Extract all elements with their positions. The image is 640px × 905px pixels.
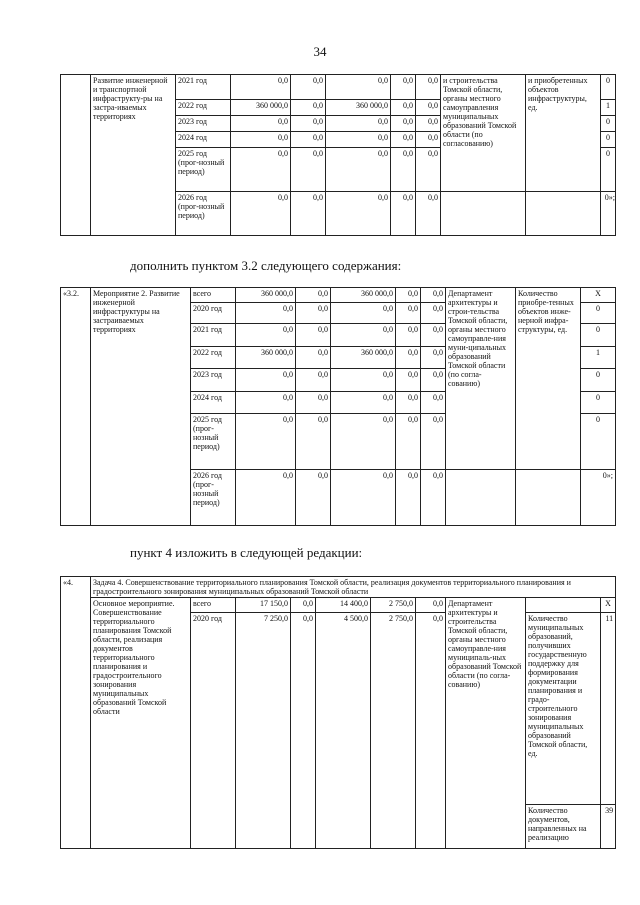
other-value: 0,0 (421, 324, 446, 347)
total-value: 0,0 (236, 369, 296, 392)
table-item-4 (60, 576, 616, 849)
federal-value: 0,0 (296, 347, 331, 369)
other-value: 0,0 (421, 288, 446, 303)
year-cell: 2026 год (прог-нозный период) (176, 192, 231, 236)
page-number: 34 (313, 44, 327, 59)
other-value: 0,0 (421, 369, 446, 392)
federal-value: 0,0 (291, 613, 316, 849)
other-value: 0,0 (416, 192, 441, 236)
indicator-value: 39 (601, 805, 616, 849)
local-value: 0,0 (391, 116, 416, 132)
total-value: 0,0 (231, 75, 291, 100)
activity-name: Развитие инженерной и транспортной инфраструкту-ры на застра-иваемых территориях (91, 75, 176, 236)
regional-value: 0,0 (326, 132, 391, 148)
federal-value: 0,0 (296, 470, 331, 526)
federal-value: 0,0 (296, 369, 331, 392)
indicator-value: 0 (601, 75, 616, 100)
indicator-value: 0 (581, 369, 616, 392)
executor: Департамент архитектуры и строительства Томской области, органы местного самоуправле-ния муниципаль-ных образований Томской области (по согла-сованию) (446, 598, 526, 849)
year-cell: 2021 год (191, 324, 236, 347)
regional-value: 360 000,0 (326, 100, 391, 116)
year-cell: 2023 год (176, 116, 231, 132)
regional-value: 14 400,0 (316, 598, 371, 613)
total-value: 0,0 (236, 414, 296, 470)
other-value: 0,0 (416, 598, 446, 613)
federal-value: 0,0 (291, 100, 326, 116)
indicator: Количество приобре-тенных объектов инже-нерной инфра-структуры, ед. (516, 288, 581, 470)
indicator-value: Х (581, 288, 616, 303)
local-value: 0,0 (396, 324, 421, 347)
regional-value: 0,0 (326, 116, 391, 132)
indicator: Количество документов, направленных на реализацию (526, 805, 601, 849)
total-value: 7 250,0 (236, 613, 291, 849)
regional-value: 0,0 (331, 369, 396, 392)
other-value: 0,0 (421, 347, 446, 369)
other-value: 0,0 (416, 132, 441, 148)
indicator-value: 0 (581, 303, 616, 324)
local-value: 0,0 (396, 347, 421, 369)
other-value: 0,0 (416, 613, 446, 849)
federal-value: 0,0 (296, 288, 331, 303)
year-cell: 2022 год (191, 347, 236, 369)
local-value: 0,0 (391, 132, 416, 148)
regional-value: 0,0 (326, 75, 391, 100)
federal-value: 0,0 (291, 75, 326, 100)
year-cell: всего (191, 598, 236, 613)
indicator-value: 0 (601, 116, 616, 132)
total-value: 0,0 (236, 324, 296, 347)
total-value: 0,0 (231, 132, 291, 148)
year-cell: 2020 год (191, 303, 236, 324)
year-cell: 2024 год (191, 392, 236, 414)
instruction-heading-3-2: дополнить пунктом 3.2 следующего содержания: (130, 258, 402, 273)
other-value: 0,0 (416, 116, 441, 132)
regional-value: 0,0 (331, 303, 396, 324)
federal-value: 0,0 (291, 116, 326, 132)
regional-value: 360 000,0 (331, 347, 396, 369)
year-cell: 2025 год (прог-нозный период) (176, 148, 231, 192)
local-value: 0,0 (396, 369, 421, 392)
total-value: 360 000,0 (236, 347, 296, 369)
year-cell: 2025 год (прог-нозный период) (191, 414, 236, 470)
indicator: и приобретенных объектов инфраструктуры, ед. (526, 75, 601, 192)
other-value: 0,0 (421, 392, 446, 414)
federal-value: 0,0 (291, 192, 326, 236)
task-title: Задача 4. Совершенствование территориального планирования Томской области, реализация документов территориального планирования и градостроительного зонирования муниципальных образований Томской области (91, 577, 616, 598)
indicator-value: 0»; (581, 470, 616, 526)
federal-value: 0,0 (296, 324, 331, 347)
total-value: 0,0 (236, 470, 296, 526)
indicator-value: 0»; (601, 192, 616, 236)
federal-value: 0,0 (296, 392, 331, 414)
federal-value: 0,0 (291, 132, 326, 148)
other-value: 0,0 (421, 303, 446, 324)
regional-value: 360 000,0 (331, 288, 396, 303)
local-value: 0,0 (396, 303, 421, 324)
year-cell: 2021 год (176, 75, 231, 100)
indicator-value: 0 (601, 132, 616, 148)
federal-value: 0,0 (296, 414, 331, 470)
total-value: 0,0 (231, 116, 291, 132)
indicator-value: 1 (601, 100, 616, 116)
year-cell: 2022 год (176, 100, 231, 116)
indicator-value: 11 (601, 613, 616, 805)
total-value: 17 150,0 (236, 598, 291, 613)
activity-name: Мероприятие 2. Развитие инженерной инфраструктуры на застраиваемых территориях (91, 288, 191, 526)
regional-value: 0,0 (331, 414, 396, 470)
year-cell: 2026 год (прог-нозный период) (191, 470, 236, 526)
local-value: 0,0 (391, 192, 416, 236)
total-value: 0,0 (231, 148, 291, 192)
federal-value: 0,0 (296, 303, 331, 324)
other-value: 0,0 (416, 75, 441, 100)
other-value: 0,0 (421, 470, 446, 526)
item-number: «3.2. (61, 288, 91, 526)
indicator-value: 0 (581, 392, 616, 414)
instruction-heading-4: пункт 4 изложить в следующей редакции: (130, 545, 363, 560)
year-cell: всего (191, 288, 236, 303)
year-cell: 2020 год (191, 613, 236, 849)
local-value: 0,0 (396, 414, 421, 470)
indicator-value: Х (601, 598, 616, 613)
other-value: 0,0 (416, 148, 441, 192)
local-value: 0,0 (391, 100, 416, 116)
total-value: 360 000,0 (236, 288, 296, 303)
federal-value: 0,0 (291, 598, 316, 613)
item-number: «4. (61, 577, 91, 849)
regional-value: 0,0 (331, 392, 396, 414)
local-value: 0,0 (391, 75, 416, 100)
local-value: 2 750,0 (371, 598, 416, 613)
executor: и строительства Томской области, органы местного самоуправления муниципальных образований Томской области (по согласованию) (441, 75, 526, 192)
year-cell: 2023 год (191, 369, 236, 392)
regional-value: 4 500,0 (316, 613, 371, 849)
year-cell: 2024 год (176, 132, 231, 148)
total-value: 0,0 (236, 392, 296, 414)
table-item-3-2 (60, 287, 616, 526)
table-continuation (60, 74, 616, 236)
regional-value: 0,0 (326, 148, 391, 192)
local-value: 0,0 (396, 470, 421, 526)
total-value: 0,0 (231, 192, 291, 236)
local-value: 0,0 (396, 288, 421, 303)
activity-name: Основное мероприятие. Совершенствование территориального планирования Томской области, реализация документов территориального планирования и градостроительного зонирования муниципальных образований Томской области (91, 598, 191, 849)
other-value: 0,0 (421, 414, 446, 470)
executor: Департамент архитектуры и строи-тельства Томской области, органы местного самоуправле-ния муни-ципальных образований Томской области (по согла-сованию) (446, 288, 516, 470)
local-value: 2 750,0 (371, 613, 416, 849)
regional-value: 0,0 (326, 192, 391, 236)
regional-value: 0,0 (331, 470, 396, 526)
indicator-value: 1 (581, 347, 616, 369)
indicator: Количество муниципальных образований, получивших государственную поддержку для формирования документации планирования и градо-строительного зонирования муниципальных образований Томской области, ед. (526, 613, 601, 805)
local-value: 0,0 (396, 392, 421, 414)
local-value: 0,0 (391, 148, 416, 192)
total-value: 360 000,0 (231, 100, 291, 116)
indicator-value: 0 (581, 414, 616, 470)
federal-value: 0,0 (291, 148, 326, 192)
regional-value: 0,0 (331, 324, 396, 347)
indicator-value: 0 (601, 148, 616, 192)
other-value: 0,0 (416, 100, 441, 116)
indicator-value: 0 (581, 324, 616, 347)
total-value: 0,0 (236, 303, 296, 324)
